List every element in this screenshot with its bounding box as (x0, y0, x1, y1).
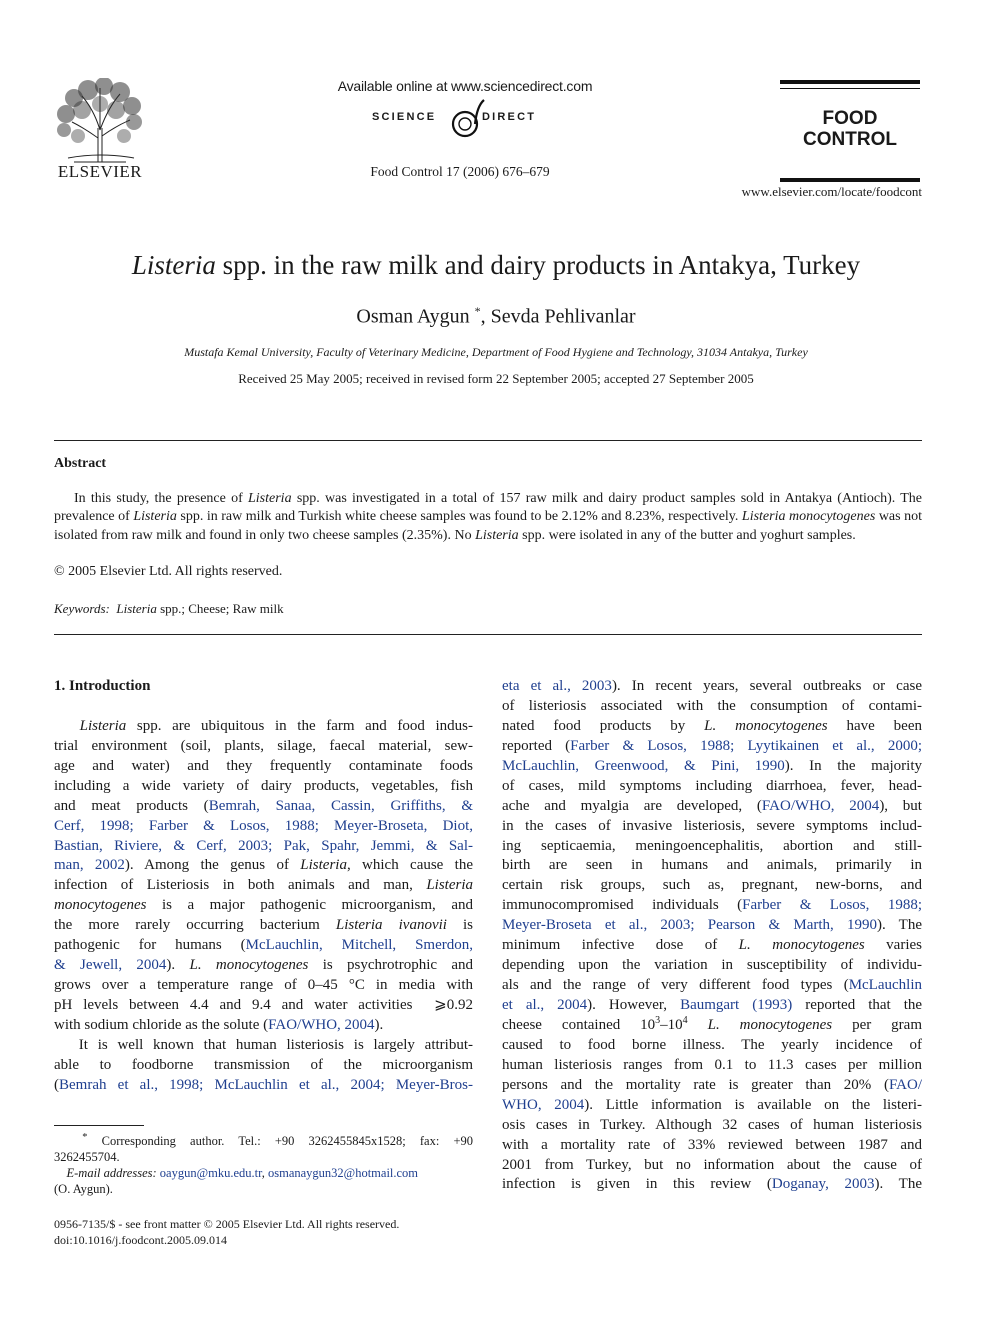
abstract-text (54, 490, 922, 545)
body-line: with a mortality rate of 33% reviewed between 1987 and (502, 1136, 922, 1153)
body-line: man, 2002). Among the genus of Listeria, which cause the (54, 857, 473, 874)
citation-link[interactable]: Baumgart (1993) (680, 997, 793, 1013)
corresponding-footnote (54, 1130, 473, 1197)
body-line: osis cases in Turkey. Although 32 cases of human listeriosis (502, 1116, 922, 1133)
email-link-2[interactable]: osmanaygun32@hotmail.com (268, 1166, 419, 1181)
citation-link[interactable]: McLauchlin, Greenwood, & Pini, 1990 (502, 757, 785, 774)
citation-link[interactable]: & Jewell, 2004 (54, 957, 167, 974)
citation-link[interactable]: FAO/ (888, 1076, 922, 1093)
sciencedirect-d-icon (448, 98, 486, 140)
citation-link[interactable]: FAO/WHO, 2004 (761, 797, 880, 814)
body-line: McLauchlin, Greenwood, & Pini, 1990). In the majority (502, 757, 922, 774)
body-line: It is well known that human listeriosis is largely attribut- (54, 1036, 473, 1053)
journal-title (780, 108, 920, 150)
citation-link[interactable]: Meyer-Broseta et al., 2003; Pearson & Marth, 1990 (502, 917, 877, 934)
body-line: immunocompromised individuals (Farber & Losos, 1988; (502, 897, 922, 914)
front-matter (54, 1216, 473, 1248)
body-line: monocytogenes is a major pathogenic microorganism, and (54, 897, 473, 914)
body-column-right (502, 677, 922, 1195)
available-online-text: Available online at www.sciencedirect.com (337, 78, 593, 94)
body-line: depending upon the variation in susceptibility of individu- (502, 957, 922, 974)
body-line: pH levels between 4.4 and 9.4 and water activities ⩾0.92 (54, 997, 473, 1013)
body-line: including a wide variety of dairy products, vegetables, fish (54, 777, 473, 794)
received-dates: Received 25 May 2005; received in revised form 22 September 2005; accepted 27 September 2005 (238, 371, 754, 386)
footnote-owner: (O. Aygun). (54, 1182, 113, 1197)
footnote-line: E-mail addresses: oaygun@mku.edu.tr, osmanaygun32@hotmail.com (66, 1166, 419, 1181)
body-line: reported (Farber & Losos, 1988; Lyytikainen et al., 2000; (502, 737, 922, 754)
body-line: minimum infective dose of L. monocytogenes varies (502, 937, 922, 954)
body-line: the more rarely occurring bacterium Listeria ivanovii is (54, 917, 474, 934)
citation-link[interactable]: Bastian, Riviere, & Cerf, 2003; Pak, Spahr, Jemmi, & Sal- (54, 837, 473, 854)
footnote-corresponding: Corresponding author. Tel.: +90 3262455845x1528; fax: +90 (101, 1134, 474, 1149)
keywords-label: Keywords: (54, 601, 110, 616)
body-line: of cases, mild symptoms including diarrhoea, fever, head- (502, 777, 922, 794)
body-line: in the cases of invasive listeriosis, severe symptoms includ- (502, 817, 922, 834)
body-column-left (54, 677, 473, 1096)
abstract-copyright: © 2005 Elsevier Ltd. All rights reserved. (54, 564, 283, 579)
body-line: et al., 2004). However, Baumgart (1993) reported that the (502, 997, 923, 1013)
sd-direct-word: DIRECT (482, 111, 537, 123)
footnote-rule (54, 1125, 144, 1126)
issn-line: 0956-7135/$ - see front matter © 2005 Elsevier Ltd. All rights reserved. (54, 1217, 400, 1231)
journal-citation: Food Control 17 (2006) 676–679 (370, 164, 550, 179)
body-line: nated food products by L. monocytogenes have been (502, 717, 922, 734)
citation-link[interactable]: Bemrah, Sanaa, Cassin, Griffiths, & (208, 797, 474, 814)
paper-title (40, 250, 952, 281)
body-line: infection is given in this review (Doganay, 2003). The (502, 1176, 922, 1193)
affiliation: Mustafa Kemal University, Faculty of Veterinary Medicine, Department of Food Hygiene and Technology, 31034 Antakya, Turkey (184, 345, 808, 359)
body-line: cheese contained $10^3-10^4$ L. monocytogenes per gram (502, 1014, 923, 1033)
body-line: infection of Listeriosis in both animals and man, Listeria (54, 877, 473, 894)
title-rest: spp. in the raw milk and dairy products in Antakya, Turkey (215, 250, 861, 280)
intro-heading: 1. Introduction (54, 678, 151, 694)
citation-link[interactable]: man, 2002 (54, 857, 125, 874)
journal-url-link[interactable]: www.elsevier.com/locate/foodcont (741, 184, 922, 199)
keyword-genus: Listeria (116, 601, 157, 616)
body-line: age and water) and they frequently contaminate foods (54, 757, 473, 774)
email-label: E-mail addresses: (66, 1166, 157, 1181)
citation-link[interactable]: Bemrah et al., 1998; McLauchlin et al., 2004; Meyer-Bros- (59, 1076, 473, 1093)
citation-link[interactable]: Cerf, 1998; Farber & Losos, 1988; Meyer-Broseta, Diot, (54, 817, 473, 834)
keywords (54, 601, 284, 617)
sd-science-word: SCIENCE (372, 111, 437, 123)
citation-link[interactable]: WHO, 2004 (502, 1096, 585, 1113)
body-line: pathogenic for humans (McLauchlin, Mitchell, Smerdon, (54, 937, 473, 954)
body-line: eta et al., 2003). In recent years, several outbreaks or case (502, 678, 922, 694)
citation-link[interactable]: Farber & Losos, 1988; Lyytikainen et al., 2000; (570, 737, 922, 754)
body-line: human listeriosis ranges from 0.1 to 11.3 cases per million (502, 1056, 922, 1073)
body-line: and meat products (Bemrah, Sanaa, Cassin, Griffiths, & (54, 797, 474, 814)
body-line (54, 817, 473, 837)
body-line: able to foodborne transmission of the microorganism (54, 1056, 473, 1073)
footnote-mark: * (82, 1132, 88, 1143)
body-line: (Bemrah et al., 1998; McLauchlin et al., 2004; Meyer-Bros- (54, 1076, 473, 1093)
citation-link[interactable]: McLauchlin (848, 977, 922, 994)
author-list (40, 304, 952, 329)
body-line: ing septicaemia, meningoencephalitis, abortion and still- (502, 837, 922, 854)
publisher-wordmark: ELSEVIER (57, 162, 143, 181)
citation-link[interactable]: et al., 2004 (502, 997, 588, 1013)
body-line (54, 837, 473, 857)
body-line: WHO, 2004). Little information is available on the listeri- (502, 1096, 922, 1113)
abstract-top-rule (54, 440, 922, 441)
body-line: of listeriosis associated with the consumption of contami- (502, 697, 922, 714)
abstract-paragraph: In this study, the presence of Listeria spp. was investigated in a total of 157 raw milk and dairy product samples sold in Antakya (Antioch). The prevalence of Listeria spp. in raw milk and Turkish white cheese samples was found to be 2.12% and 8.23%, respectively. Listeria monocytogenes was not isolated from raw milk and found in only two cheese samples (2.35%). No Listeria spp. were isolated in any of the butter and yoghurt samples. (54, 491, 922, 543)
elsevier-tree-icon (54, 78, 146, 164)
keywords-rest: spp.; Cheese; Raw milk (156, 601, 284, 616)
body-line: with sodium chloride as the solute (FAO/WHO, 2004). (54, 1016, 384, 1033)
title-genus: Listeria (131, 250, 216, 280)
footnote-fax: 3262455704. (54, 1150, 120, 1165)
sciencedirect-logo (370, 98, 560, 140)
journal-rule-thin (780, 88, 920, 89)
body-line: ache and myalgia are developed, (FAO/WHO, 2004), but (502, 797, 922, 814)
body-line: 2001 from Turkey, but no information about the cause of (502, 1156, 922, 1173)
body-line: persons and the mortality rate is greater than 20% (FAO/ (502, 1076, 922, 1093)
citation-link[interactable]: FAO/WHO, 2004 (268, 1016, 375, 1033)
journal-title-line2: CONTROL (803, 129, 897, 150)
email-link-1[interactable]: oaygun@mku.edu.tr (159, 1166, 262, 1181)
abstract-bottom-rule (54, 634, 922, 635)
citation-link[interactable]: McLauchlin, Mitchell, Smerdon, (245, 937, 473, 954)
doi-line[interactable]: doi:10.1016/j.foodcont.2005.09.014 (54, 1233, 227, 1247)
corresponding-mark[interactable]: * (474, 304, 481, 318)
elsevier-logo (54, 78, 146, 182)
body-line: caused to food borne illness. The yearly incidence of (502, 1036, 922, 1053)
author-pehlivanlar[interactable]: , Sevda Pehlivanlar (480, 305, 636, 328)
citation-link[interactable]: eta et al., 2003 (502, 678, 612, 694)
body-line: certain risk groups, such as, pregnant, new-borns, and (502, 877, 922, 894)
body-line: grows over a temperature range of 0–45 °C in media with (54, 977, 473, 994)
journal-rule-bottom (780, 178, 920, 182)
body-line: & Jewell, 2004). L. monocytogenes is psychrotrophic and (54, 957, 473, 974)
citation-link[interactable]: Farber & Losos, 1988; (742, 897, 922, 914)
abstract-heading: Abstract (54, 456, 107, 471)
footnote-line (54, 1130, 473, 1149)
journal-rule-top (780, 80, 920, 84)
body-line: Listeria spp. are ubiquitous in the farm and food indus- (79, 717, 474, 734)
body-line: Meyer-Broseta et al., 2003; Pearson & Marth, 1990). The (502, 917, 923, 934)
citation-link[interactable]: Doganay, 2003 (771, 1176, 875, 1193)
body-line: trial environment (soil, plants, silage, faecal material, sew- (54, 737, 473, 754)
author-aygun[interactable]: Osman Aygun (356, 305, 475, 328)
body-line: birth are seen in humans and animals, primarily in (502, 857, 922, 874)
body-line: als and the range of very different food types (McLauchlin (502, 977, 922, 994)
journal-title-line1: FOOD (822, 108, 878, 129)
